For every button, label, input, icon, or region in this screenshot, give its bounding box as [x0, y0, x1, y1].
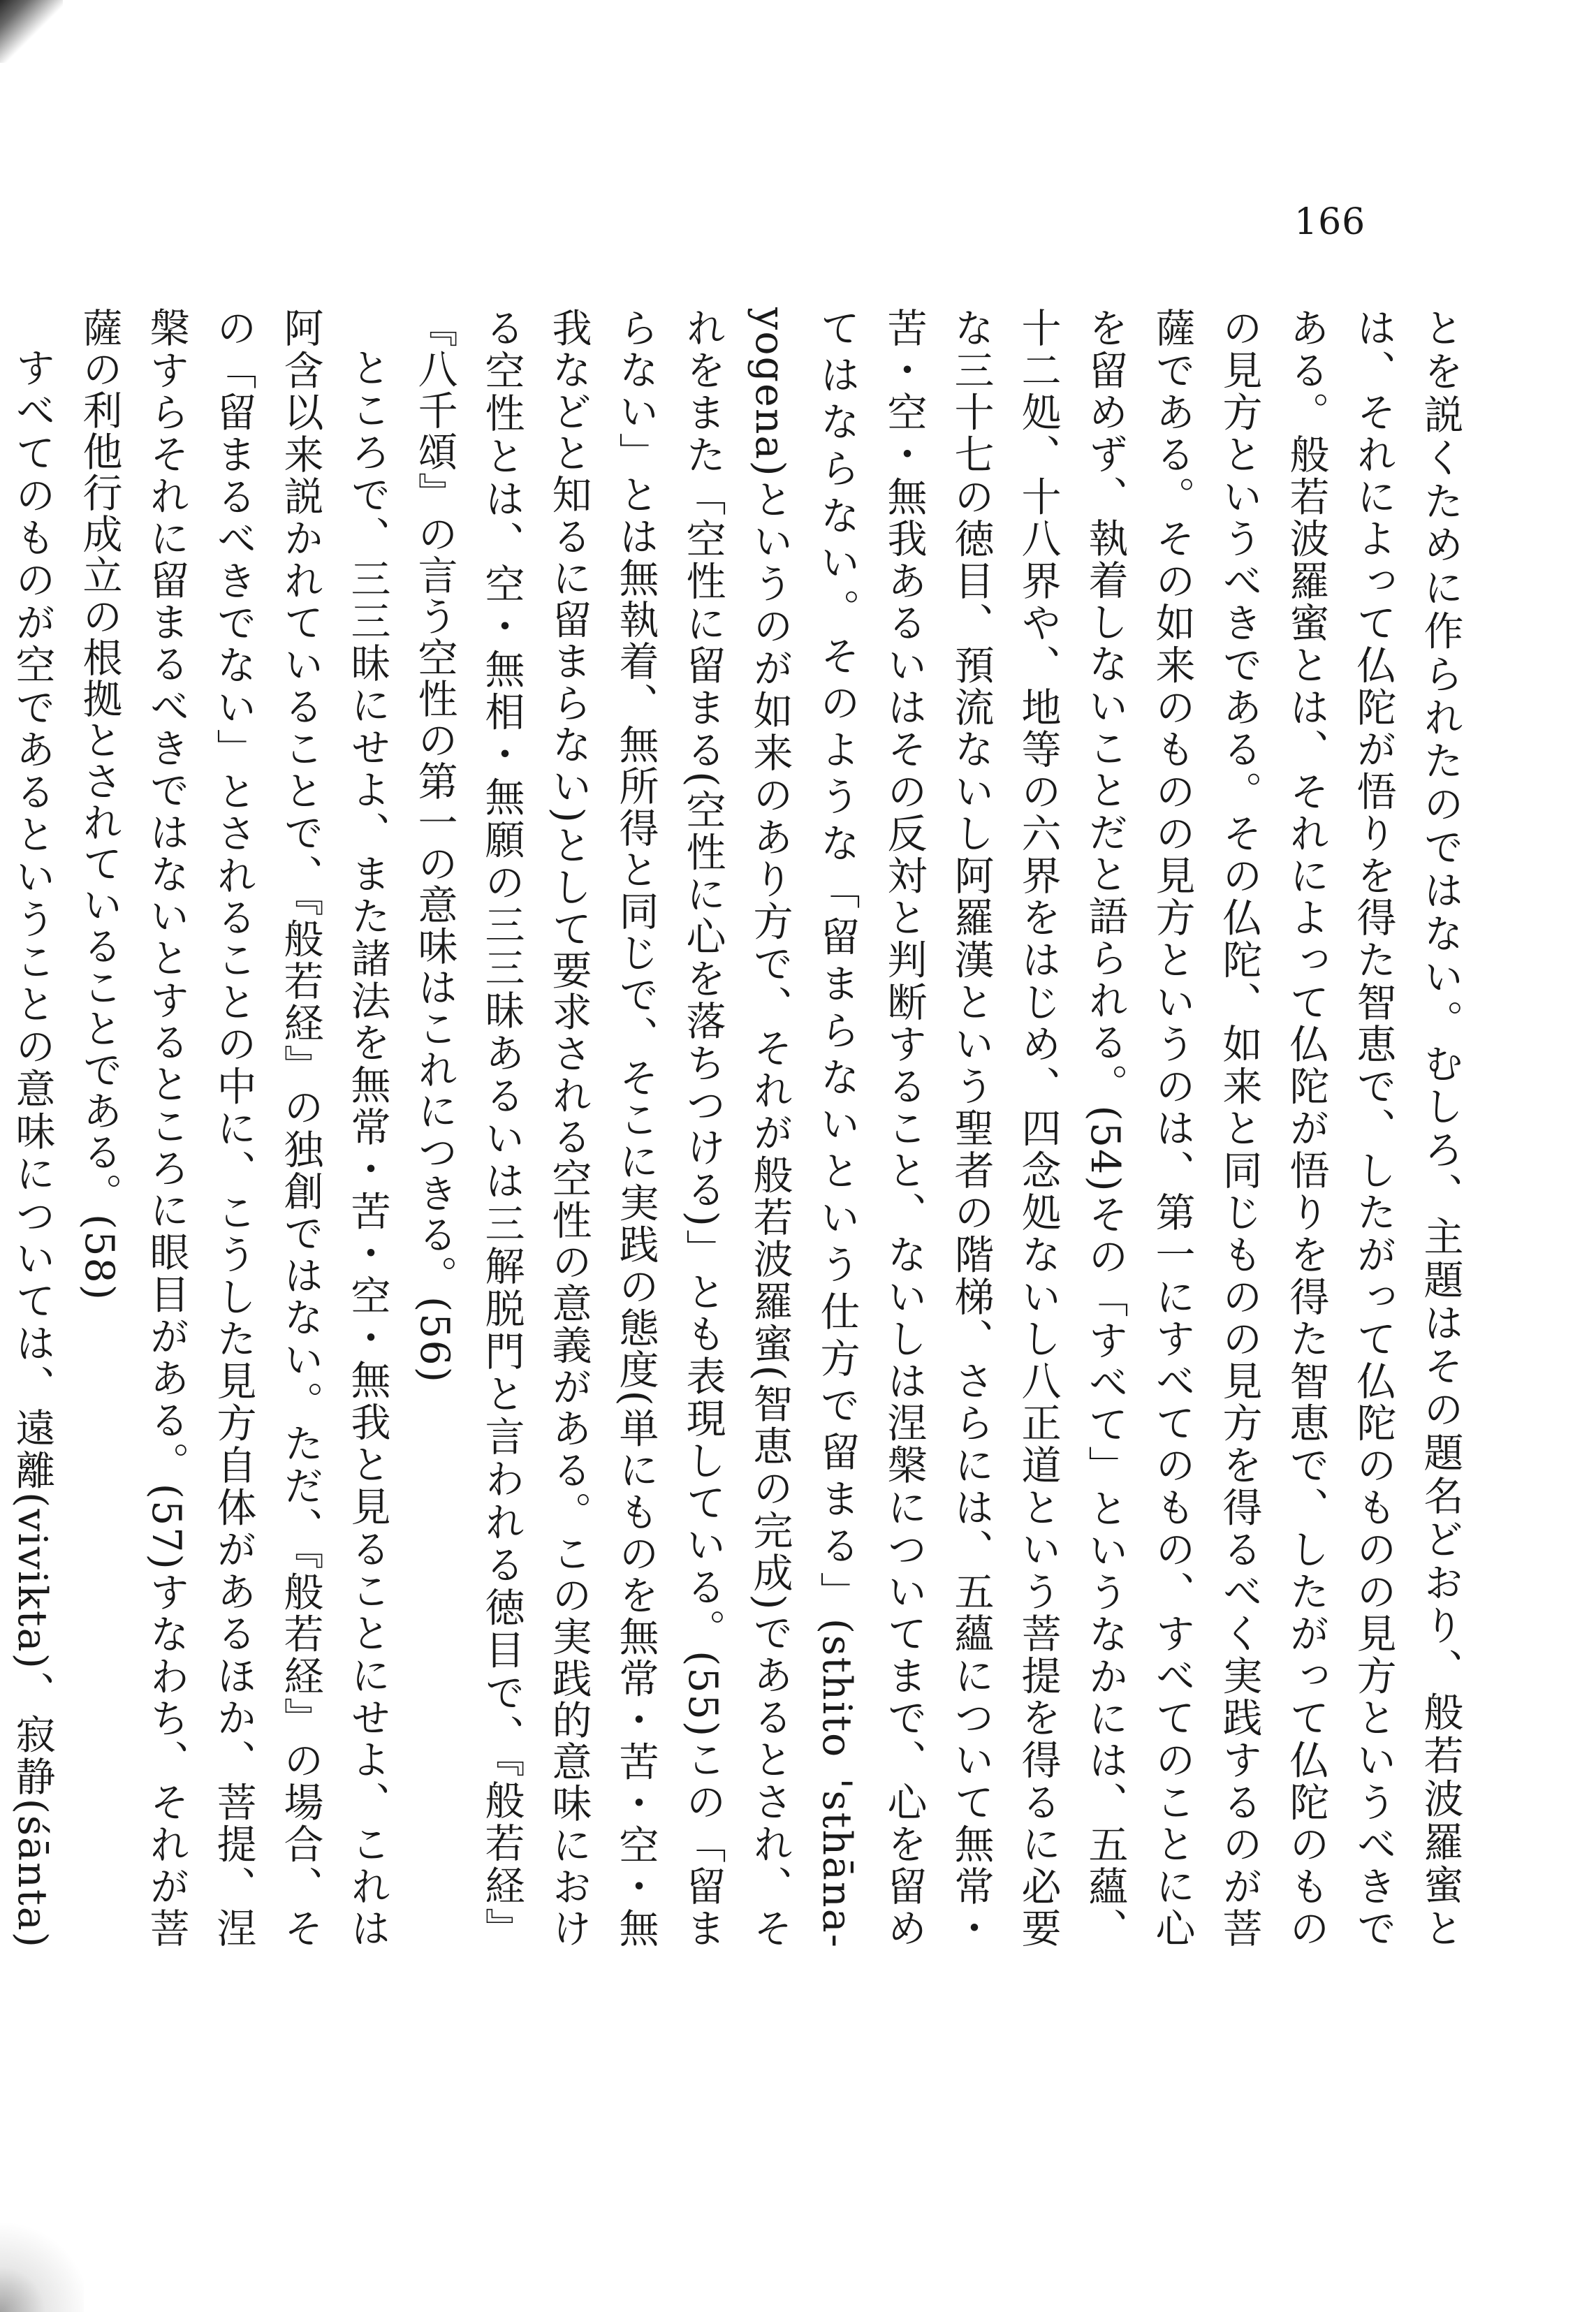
scan-shadow-top-left	[0, 0, 63, 63]
paragraph-1: とを説くために作られたのではない。むしろ、主題はその題名どおり、般若波羅蜜とは、それによって仏陀が悟りを得た智恵で、したがって仏陀のものの見方というべきである。般若波羅蜜とは、それによって仏陀が悟りを得た智恵で、したがって仏陀のものの見方というべきである。その仏陀、如来と同じものの見方を得るべく実践するのが菩薩である。その如来のものの見方というのは、第一にすべてのもの、すべてのことに心を留めず、執着しないことだと語られる。(54)その「すべて」というなかには、五蘊、十二処、十八界や、地等の六界をはじめ、四念処ないし八正道という菩提を得るに必要な三十七の徳目、預流ないし阿羅漢という聖者の階梯、さらには、五蘊について無常・苦・空・無我あるいはその反対と判断すること、ないしは涅槃についてまで、心を留めてはならない。そのような「留まらないという仕方で留まる」(sthito 'sthāna-yogena)というのが如来のあり方で、それが般若波羅蜜(智恵の完成)であるとされ、それをまた「空性に留まる(空性に心を落ちつける)」とも表現している。(55)この「留まらない」とは無執着、無所得と同じで、そこに実践の態度(単にものを無常・苦・空・無我などと知るに留まらない)として要求される空性の意義がある。この実践的意味における空性とは、空・無相・無願の三三昧あるいは三解脱門と言われる徳目で、『般若経』『八千頌』の言う空性の第一の意味はこれにつきる。(56)	[411, 307, 1463, 1949]
paragraph-2: ところで、三三昧にせよ、また諸法を無常・苦・空・無我と見ることにせよ、これは阿含以来説かれていることで、『般若経』の独創ではない。ただ、『般若経』の場合、その「留まるべきでない」とされることの中に、こうした見方自体があるほか、菩提、涅槃すらそれに留まるべきではないとするところに眼目がある。(57)すなわち、それが菩薩の利他行成立の根拠とされていることである。(58)	[76, 307, 390, 1949]
vertical-text-body	[9, 307, 1474, 1949]
scan-shadow-bottom-left	[0, 2214, 84, 2312]
paragraph-3: すべてのものが空であるということの意味については、遠離(vivikta)、寂静(śānta)	[9, 347, 55, 1949]
page-number: 166	[1294, 201, 1366, 243]
